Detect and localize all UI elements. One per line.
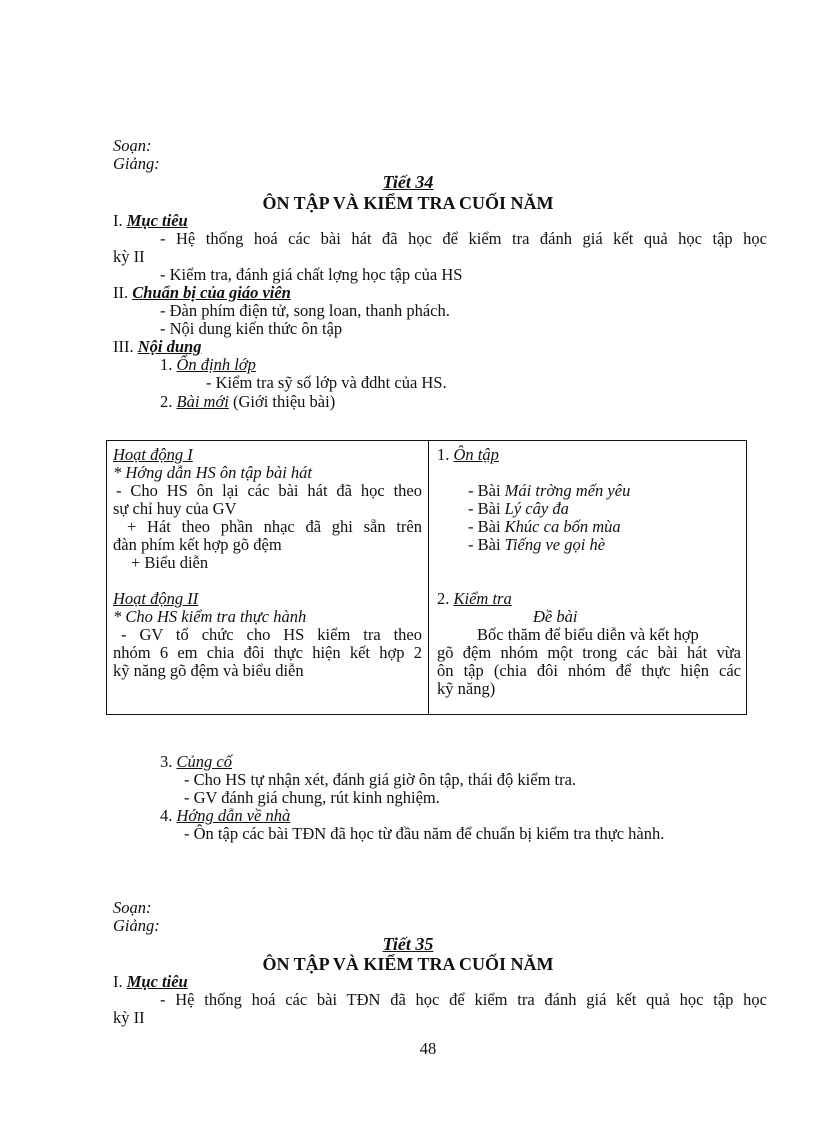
step-label: Hớng dẫn về nhà	[176, 806, 291, 825]
lesson-number: Tiết 35	[382, 934, 434, 954]
preparation-item: - Nội dung kiến thức ôn tập	[160, 319, 343, 338]
test-line: gõ đệm nhóm một trong các bài hát vừa	[437, 643, 741, 662]
student-activities-cell	[429, 441, 747, 715]
content-number: 1.	[437, 445, 450, 464]
section-content	[113, 338, 201, 356]
content-heading	[437, 590, 512, 608]
preparation-item: - Đàn phím điện tử, song loan, thanh phách.	[160, 301, 450, 320]
objective-line: - Hệ thống hoá các bài hát đã học để kiểm tra đánh giá kết quả học tập học	[160, 229, 767, 248]
section-number: III.	[113, 337, 134, 356]
step-heading	[160, 393, 335, 411]
activities-table	[106, 440, 747, 715]
lesson-title: ÔN TẬP VÀ KIỂM TRA CUỐI NĂM	[262, 193, 554, 213]
step-label: Ổn định lớp	[176, 355, 256, 374]
section-number: I.	[113, 211, 123, 230]
activity-line: - Cho HS ôn lại các bài hát đã học theo	[116, 481, 422, 500]
step-heading	[160, 356, 256, 374]
content-number: 2.	[437, 589, 450, 608]
objective-line-cont: kỳ II	[113, 1008, 145, 1027]
step-label: Củng cố	[176, 752, 232, 771]
section-heading: Chuẩn bị của giáo viên	[132, 283, 291, 302]
objective-line-cont: kỳ II	[113, 247, 145, 266]
content-heading	[437, 446, 499, 464]
song-prefix: - Bài	[468, 535, 501, 554]
step-number: 3.	[160, 752, 173, 771]
song-item	[468, 500, 569, 518]
giang-label: Giảng:	[113, 916, 160, 935]
test-line: kỹ năng)	[437, 679, 496, 698]
step-number: 4.	[160, 806, 173, 825]
objective-line: - Kiểm tra, đánh giá chất lợng học tập của HS	[160, 265, 463, 284]
activity-line: - GV tổ chức cho HS kiểm tra theo	[121, 625, 422, 644]
step-label-rest: (Giới thiệu bài)	[232, 392, 336, 411]
activity-heading: Hoạt động II	[113, 589, 199, 608]
step-number: 1.	[160, 355, 173, 374]
activity-subheading: * Cho HS kiểm tra thực hành	[113, 607, 307, 626]
activity-line: đàn phím kết hợp gõ đệm	[113, 535, 282, 554]
step-detail: - Kiểm tra sỹ số lớp và đdht của HS.	[206, 373, 447, 392]
song-item	[468, 536, 605, 554]
content-label: Kiểm tra	[453, 589, 512, 608]
song-name: Khúc ca bốn mùa	[504, 517, 621, 536]
lesson-title: ÔN TẬP VÀ KIỂM TRA CUỐI NĂM	[262, 954, 554, 974]
step-label: Bài mới	[176, 392, 229, 411]
page-number: 48	[419, 1039, 437, 1058]
song-name: Lý cây đa	[504, 499, 569, 518]
objective-line: - Hệ thống hoá các bài TĐN đã học để kiểm tra đánh giá kết quả học tập học	[160, 990, 767, 1009]
step-number: 2.	[160, 392, 173, 411]
section-heading: Mục tiêu	[126, 211, 188, 230]
activity-line: sự chỉ huy của GV	[113, 499, 237, 518]
song-item	[468, 518, 621, 536]
activity-line: kỹ năng gõ đệm và biểu diễn	[113, 661, 304, 680]
step-heading	[160, 807, 290, 825]
test-line: Bốc thăm để biểu diễn và kết hợp	[477, 625, 699, 644]
activity-heading: Hoạt động I	[113, 445, 193, 464]
activity-line: nhóm 6 em chia đôi thực hiện kết hợp 2	[113, 643, 422, 662]
activity-subheading: * Hớng dẫn HS ôn tập bài hát	[113, 463, 313, 482]
step-detail: - GV đánh giá chung, rút kinh nghiệm.	[184, 788, 440, 807]
song-name: Tiếng ve gọi hè	[504, 535, 606, 554]
activity-line: + Biểu diễn	[131, 553, 209, 572]
song-prefix: - Bài	[468, 481, 501, 500]
step-detail: - Ôn tập các bài TĐN đã học từ đầu năm để chuẩn bị kiểm tra thực hành.	[184, 824, 665, 843]
step-heading	[160, 753, 232, 771]
soan-label: Soạn:	[113, 898, 152, 917]
lesson-number: Tiết 34	[382, 172, 434, 192]
test-title: Đề bài	[533, 607, 578, 626]
activity-line: + Hát theo phần nhạc đã ghi sẵn trên	[127, 517, 422, 536]
test-line: ôn tập (chia đôi nhóm để thực hiện các	[437, 661, 741, 680]
section-heading: Mục tiêu	[126, 972, 188, 991]
song-prefix: - Bài	[468, 517, 501, 536]
song-prefix: - Bài	[468, 499, 501, 518]
section-number: I.	[113, 972, 123, 991]
giang-label: Giảng:	[113, 154, 160, 173]
section-number: II.	[113, 283, 129, 302]
song-item	[468, 482, 630, 500]
section-objectives	[113, 973, 188, 991]
section-objectives	[113, 212, 188, 230]
section-preparation	[113, 284, 291, 302]
song-name: Mái trờng mến yêu	[504, 481, 631, 500]
content-label: Ôn tập	[453, 445, 499, 464]
step-detail: - Cho HS tự nhận xét, đánh giá giờ ôn tập, thái độ kiểm tra.	[184, 770, 577, 789]
section-heading: Nội dung	[137, 337, 202, 356]
teacher-activities-cell	[107, 441, 429, 715]
soan-label: Soạn:	[113, 136, 152, 155]
